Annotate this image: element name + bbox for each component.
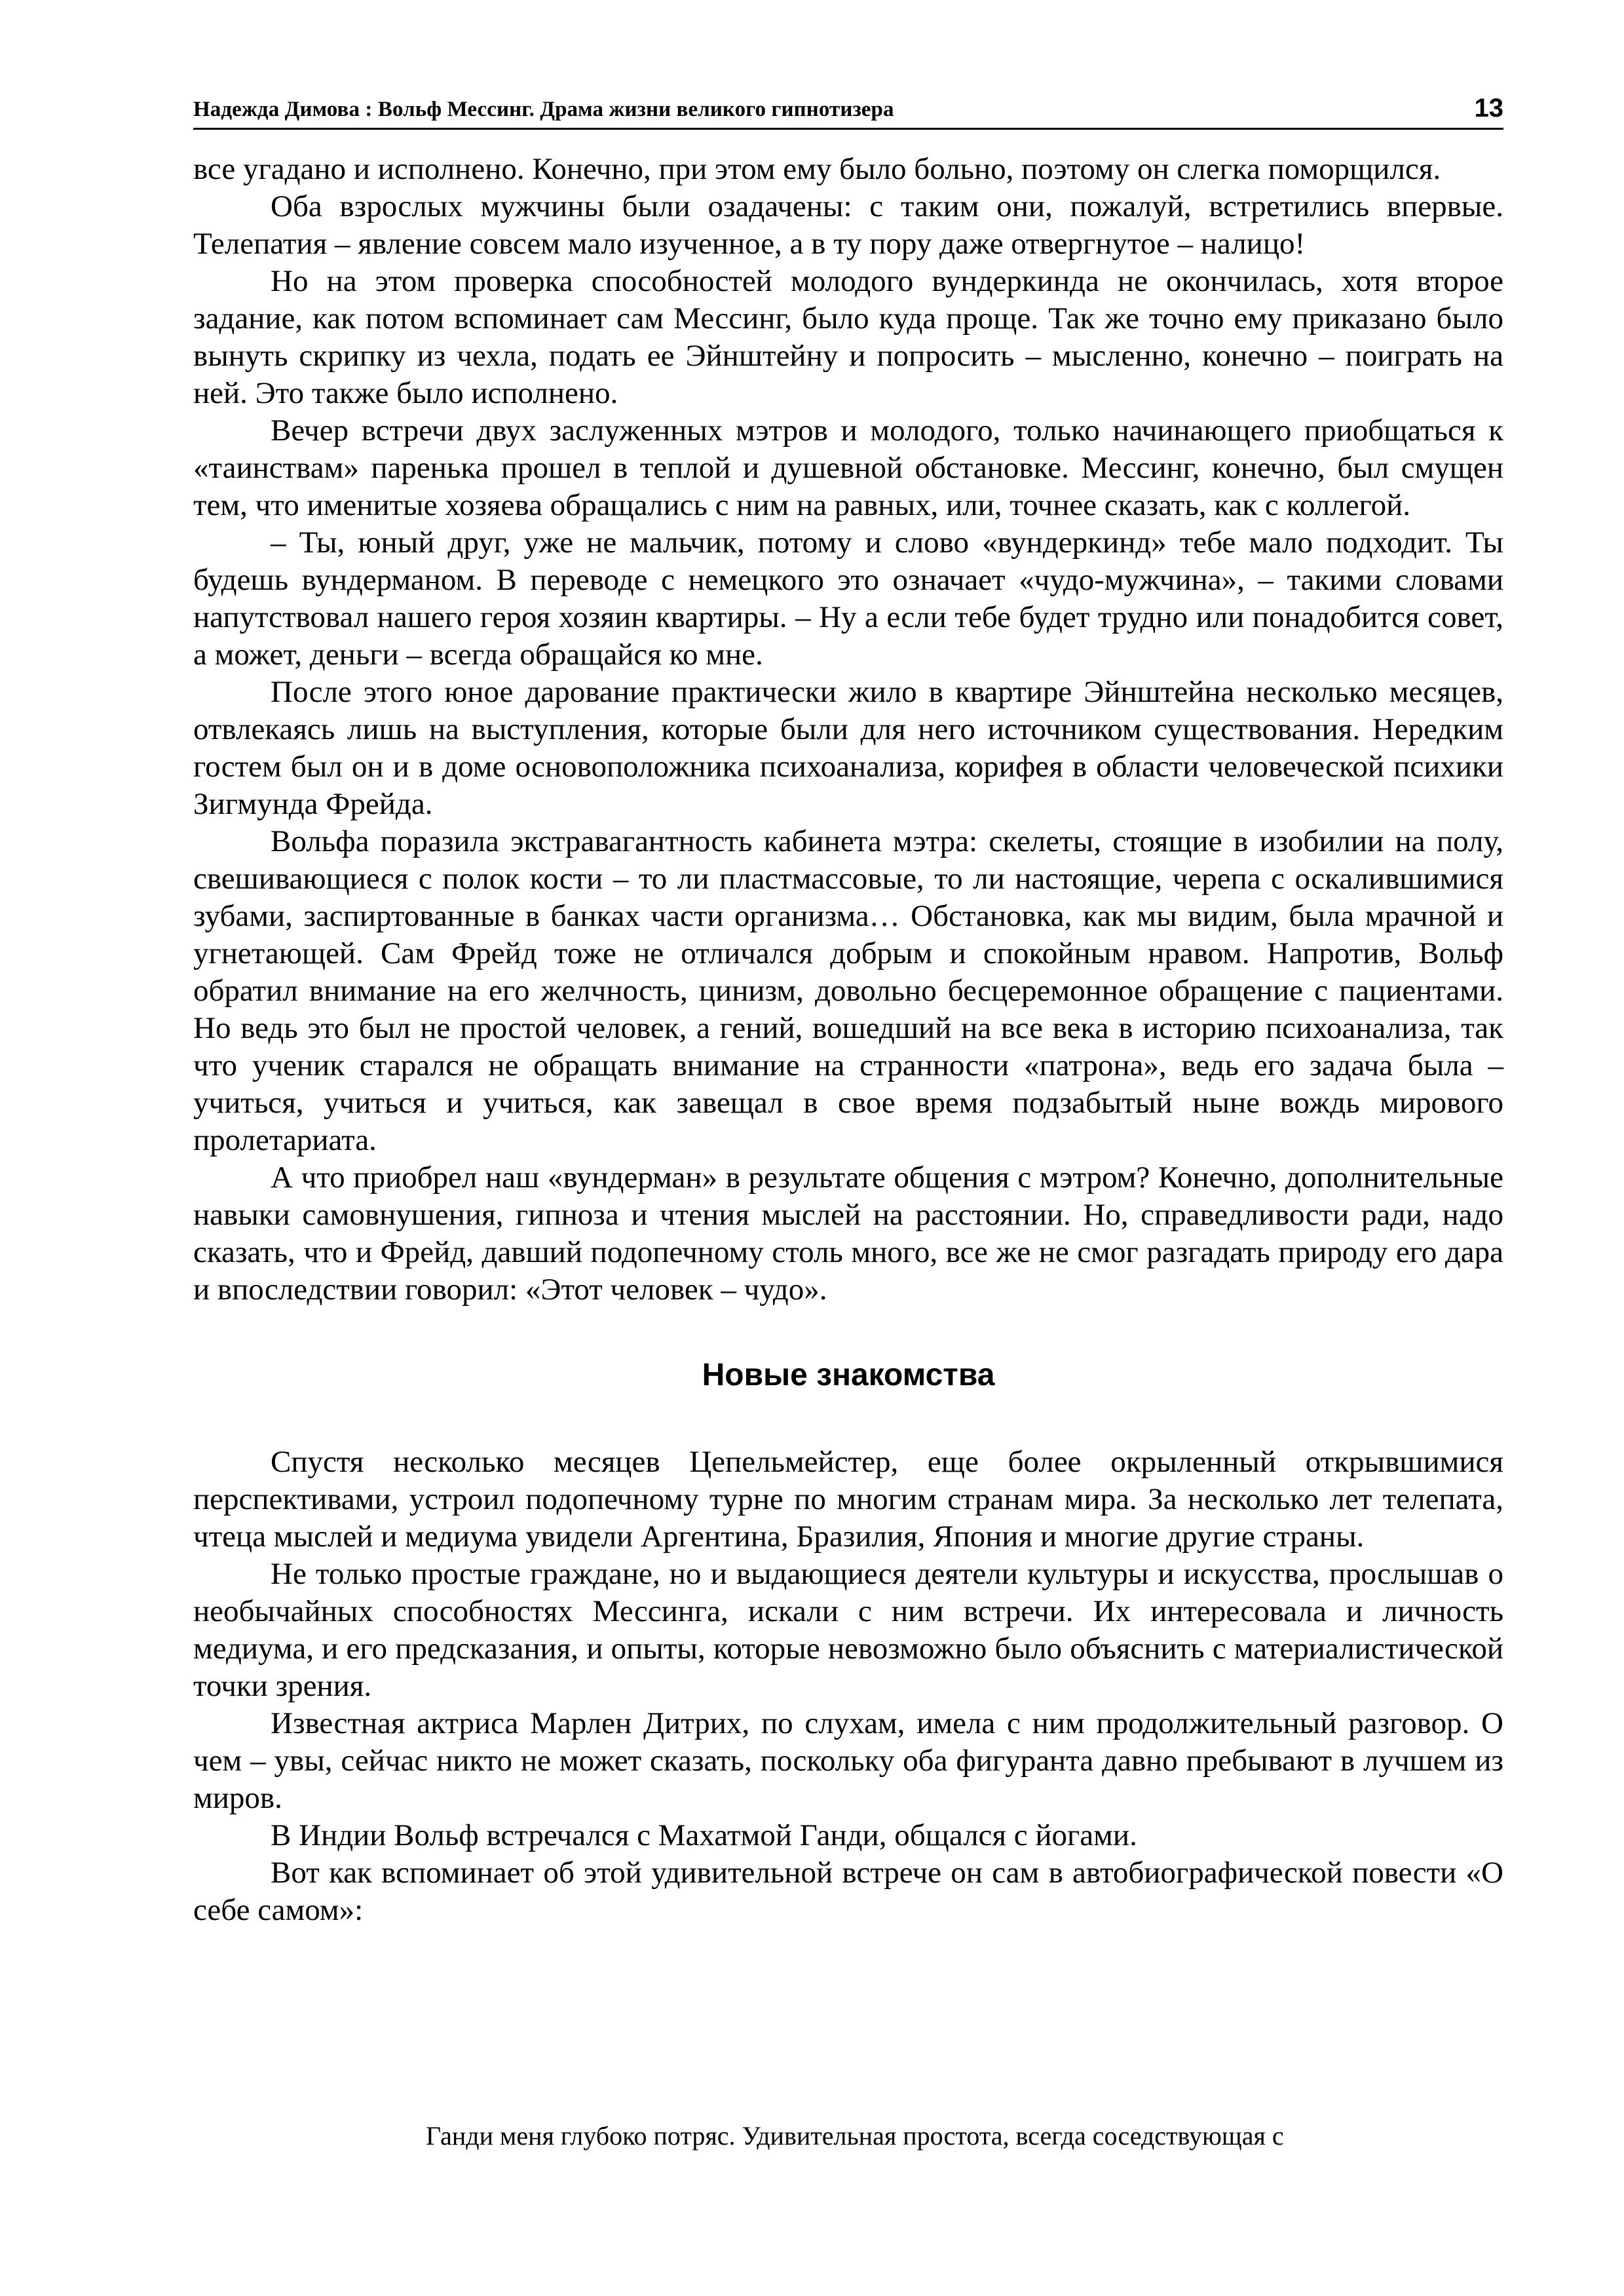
paragraph: Вечер встречи двух заслуженных мэтров и молодого, только начинающего приобщаться к «таинствам» паренька прошел в теплой и душевной обстановке. Мессинг, конечно, был смущен тем, что именитые хозяева обращались с ним на равных, или, точнее сказать, как с коллегой. bbox=[193, 413, 1503, 522]
paragraph: Но на этом проверка способностей молодого вундеркинда не окончилась, хотя второе задание, как потом вспоминает сам Мессинг, было куда проще. Так же точно ему приказано было вынуть скрипку из чехла, подать ее Эйнштейну и попросить – мысленно, конечно – поиграть на ней. Это также было исполнено. bbox=[193, 264, 1503, 410]
paragraph: Оба взрослых мужчины были озадачены: с таким они, пожалуй, встретились впервые. Телепатия – явление совсем мало изученное, а в ту пору даже отвергнутое – налицо! bbox=[193, 189, 1503, 261]
paragraph: Вольфа поразила экстравагантность кабинета мэтра: скелеты, стоящие в изобилии на полу, свешивающиеся с полок кости – то ли пластмассовые, то ли настоящие, черепа с оскалившимися зубами, заспиртованные в банках части организма… Обстановка, как мы видим, была мрачной и угнетающей. Сам Фрейд тоже не отличался добрым и спокойным нравом. Напротив, Вольф обратил внимание на его желчность, цинизм, довольно бесцеремонное обращение с пациентами. Но ведь это был не простой человек, а гений, вошедший на все века в историю психоанализа, так что ученик старался не обращать внимание на странности «патрона», ведь его задача была – учиться, учиться и учиться, как завещал в свое время подзабытый ныне вождь мирового пролетариата. bbox=[193, 824, 1503, 1157]
paragraph: После этого юное дарование практически жило в квартире Эйнштейна несколько месяцев, отвлекаясь лишь на выступления, которые были для него источником существования. Нередким гостем был он и в доме основоположника психоанализа, корифея в области человеческой психики Зигмунда Фрейда. bbox=[193, 675, 1503, 821]
paragraph: все угадано и исполнено. Конечно, при этом ему было больно, поэтому он слегка поморщился. bbox=[193, 152, 1441, 186]
header-title: Надежда Димова : Вольф Мессинг. Драма жизни великого гипнотизера bbox=[193, 98, 894, 121]
header-rule bbox=[193, 128, 1503, 130]
paragraph: Вот как вспоминает об этой удивительной встрече он сам в автобиографической повести «О себе самом»: bbox=[193, 1856, 1503, 1927]
paragraph: Спустя несколько месяцев Цепельмейстер, еще более окрыленный открывшимися перспективами, устроил подопечному турне по многим странам мира. За несколько лет телепата, чтеца мыслей и медиума увидели Аргентина, Бразилия, Япония и многие другие страны. bbox=[193, 1445, 1503, 1554]
section-heading: Новые знакомства bbox=[702, 1358, 995, 1392]
paragraph: А что приобрел наш «вундерман» в результате общения с мэтром? Конечно, дополнительные навыки самовнушения, гипноза и чтения мыслей на расстоянии. Но, справедливости ради, надо сказать, что и Фрейд, давший подопечному столь много, все же не смог разгадать природу его дара и впоследствии говорил: «Этот человек – чудо». bbox=[193, 1160, 1503, 1307]
paragraph: Не только простые граждане, но и выдающиеся деятели культуры и искусства, прослышав о необычайных способностях Мессинга, искали с ним встречи. Их интересовала и личность медиума, и его предсказания, и опыты, которые невозможно было объяснить с материалистической точки зрения. bbox=[193, 1557, 1503, 1703]
page-number: 13 bbox=[1474, 94, 1503, 123]
running-header bbox=[193, 90, 1503, 130]
quote-line: Ганди меня глубоко потряс. Удивительная простота, всегда соседствующая с bbox=[426, 2121, 1284, 2151]
paragraph: В Индии Вольф встречался с Махатмой Ганди, общался с йогами. bbox=[271, 1818, 1137, 1852]
paragraph: Известная актриса Марлен Дитрих, по слухам, имела с ним продолжительный разговор. О чем – увы, сейчас никто не может сказать, поскольку оба фигуранта давно пребывают в лучшем из миров. bbox=[193, 1706, 1503, 1815]
paragraph: – Ты, юный друг, уже не мальчик, потому и слово «вундеркинд» тебе мало подходит. Ты будешь вундерманом. В переводе с немецкого это означает «чудо-мужчина», – такими словами напутствовал нашего героя хозяин квартиры. – Ну а если тебе будет трудно или понадобится совет, а может, деньги – всегда обращайся ко мне. bbox=[193, 526, 1503, 672]
body-text bbox=[193, 151, 1503, 1929]
